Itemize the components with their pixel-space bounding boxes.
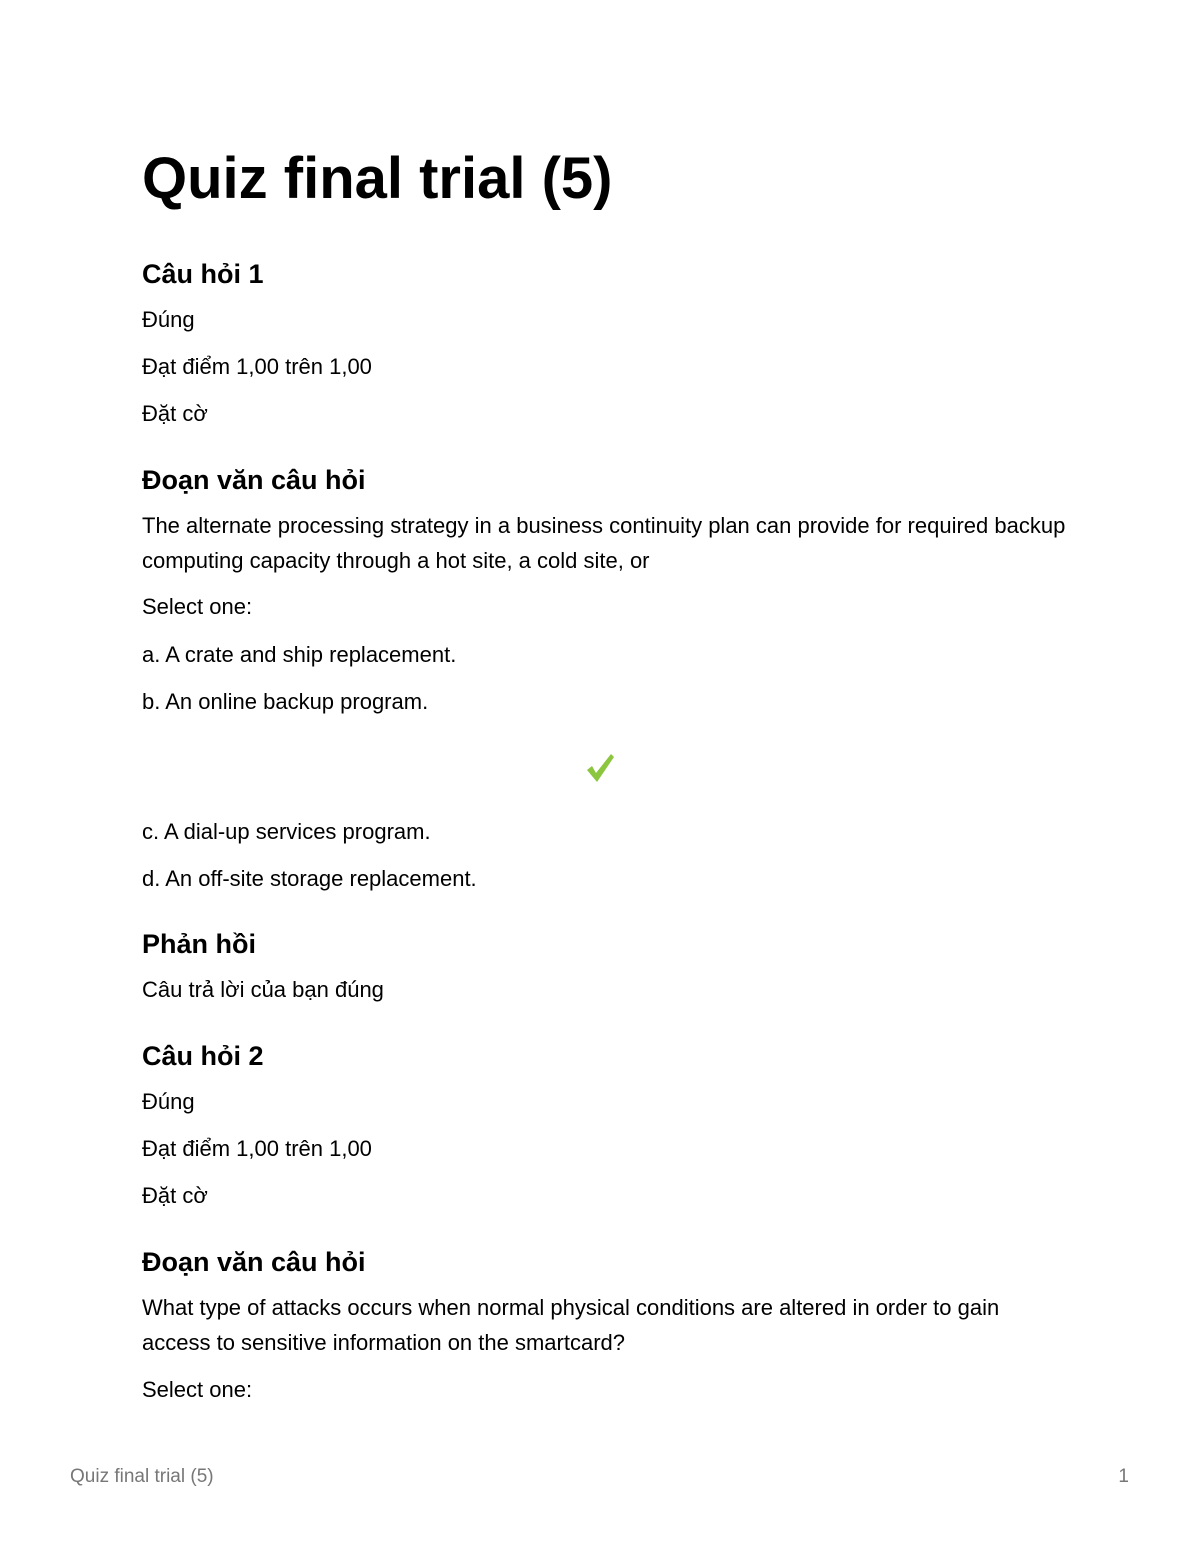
question-2-status: Đúng	[142, 1089, 195, 1114]
question-1-feedback: Câu trả lời của bạn đúng	[142, 977, 384, 1002]
question-2-flag[interactable]: Đặt cờ	[142, 1183, 208, 1208]
question-2-text-heading: Đoạn văn câu hỏi	[142, 1247, 366, 1277]
question-1-option-b[interactable]: b. An online backup program.	[142, 689, 429, 714]
question-1-option-a[interactable]: a. A crate and ship replacement.	[142, 642, 457, 667]
footer-title: Quiz final trial (5)	[70, 1466, 214, 1487]
question-2-score: Đạt điểm 1,00 trên 1,00	[142, 1136, 372, 1161]
question-1-feedback-heading: Phản hồi	[142, 929, 256, 959]
question-1-text-heading: Đoạn văn câu hỏi	[142, 465, 366, 495]
question-1-flag[interactable]: Đặt cờ	[142, 401, 208, 426]
page-number: 1	[1118, 1466, 1129, 1487]
question-1-score: Đạt điểm 1,00 trên 1,00	[142, 354, 372, 379]
question-1-option-d[interactable]: d. An off-site storage replacement.	[142, 866, 477, 891]
page-title: Quiz final trial (5)	[142, 146, 613, 211]
question-1-status: Đúng	[142, 307, 195, 332]
question-2-text: What type of attacks occurs when normal physical conditions are altered in order to gain access to sensitive information on the smartcard?	[142, 1295, 1000, 1355]
question-1-heading: Câu hỏi 1	[142, 259, 264, 289]
check-mark-icon	[585, 752, 615, 784]
question-1-option-c[interactable]: c. A dial-up services program.	[142, 819, 431, 844]
question-2-heading: Câu hỏi 2	[142, 1041, 264, 1071]
question-1-text: The alternate processing strategy in a business continuity plan can provide for required backup computing capacity through a hot site, a cold site, or	[142, 513, 1066, 573]
question-2-select-prompt: Select one:	[142, 1377, 253, 1402]
question-1-select-prompt: Select one:	[142, 594, 253, 619]
